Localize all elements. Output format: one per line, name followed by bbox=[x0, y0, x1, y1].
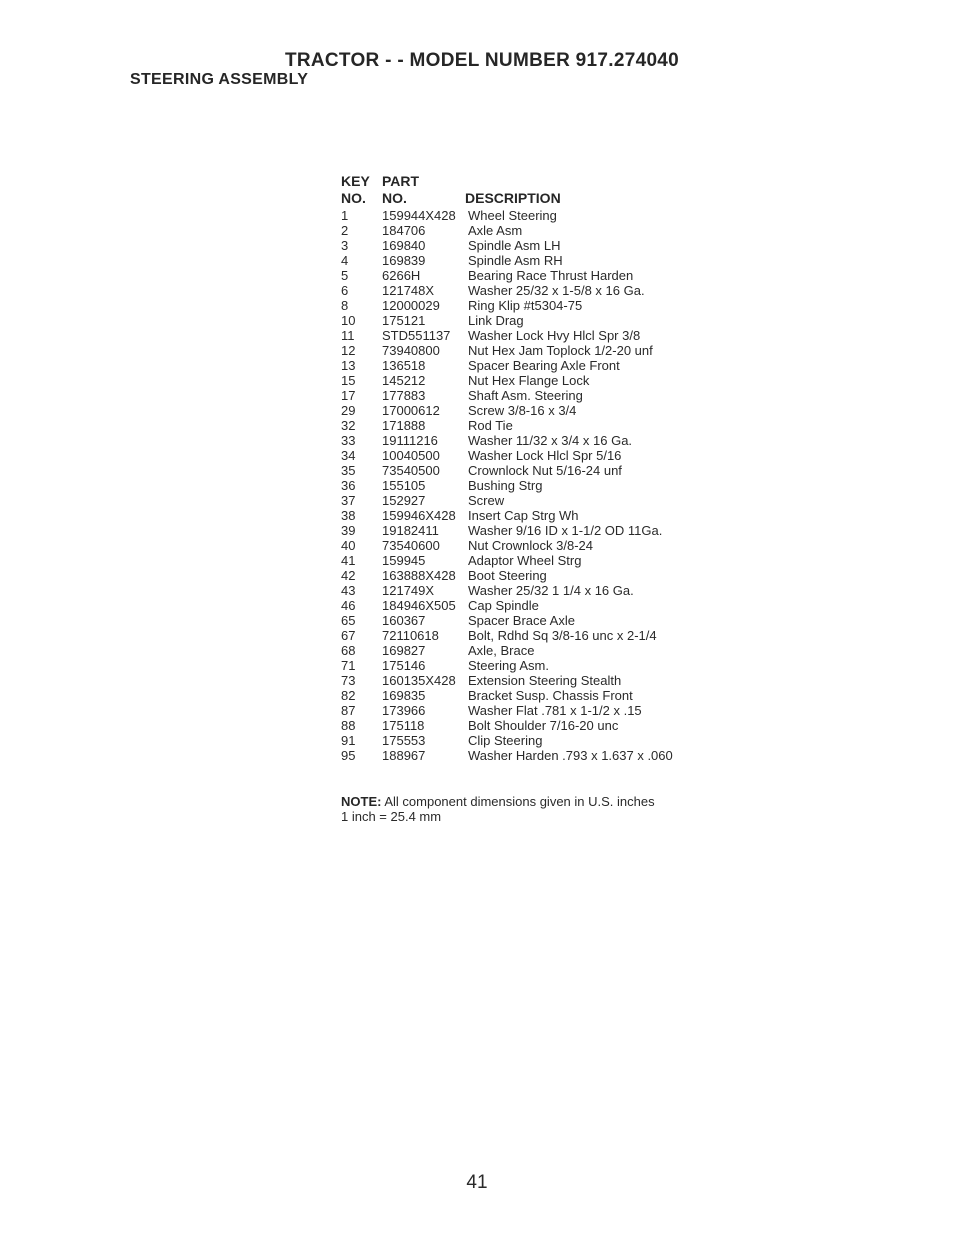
part-no-cell: 10040500 bbox=[382, 448, 440, 463]
key-no-cell: 6 bbox=[341, 283, 349, 298]
dimension-note bbox=[341, 794, 655, 824]
part-no-cell: 73540600 bbox=[382, 538, 440, 553]
key-no-cell: 42 bbox=[341, 568, 356, 583]
description-cell: Spindle Asm LH bbox=[468, 238, 561, 253]
note-line bbox=[341, 794, 655, 809]
header-key-line2: NO. bbox=[341, 190, 366, 206]
note-conversion: 1 inch = 25.4 mm bbox=[341, 809, 442, 824]
key-no-cell: 29 bbox=[341, 403, 356, 418]
part-no-cell: 171888 bbox=[382, 418, 426, 433]
description-cell: Adaptor Wheel Strg bbox=[468, 553, 582, 568]
part-no-cell: 184946X505 bbox=[382, 598, 456, 613]
part-no-cell: 121749X bbox=[382, 583, 435, 598]
key-no-cell: 33 bbox=[341, 433, 356, 448]
description-cell: Cap Spindle bbox=[468, 598, 539, 613]
description-cell: Nut Hex Flange Lock bbox=[468, 373, 590, 388]
key-no-cell: 13 bbox=[341, 358, 356, 373]
description-cell: Washer Lock Hvy Hlcl Spr 3/8 bbox=[468, 328, 641, 343]
description-cell: Ring Klip #t5304-75 bbox=[468, 298, 583, 313]
part-no-cell: 184706 bbox=[382, 223, 426, 238]
description-cell: Link Drag bbox=[468, 313, 524, 328]
description-cell: Insert Cap Strg Wh bbox=[468, 508, 579, 523]
key-no-cell: 41 bbox=[341, 553, 356, 568]
part-no-cell: 19111216 bbox=[382, 433, 438, 448]
key-no-cell: 17 bbox=[341, 388, 356, 403]
description-cell: Steering Asm. bbox=[468, 658, 549, 673]
part-no-cell: 175553 bbox=[382, 733, 426, 748]
key-no-cell: 91 bbox=[341, 733, 356, 748]
description-cell: Wheel Steering bbox=[468, 208, 557, 223]
part-no-cell: 159946X428 bbox=[382, 508, 456, 523]
part-no-cell: 73940800 bbox=[382, 343, 440, 358]
description-cell: Axle, Brace bbox=[468, 643, 535, 658]
part-no-cell: 12000029 bbox=[382, 298, 440, 313]
key-no-cell: 15 bbox=[341, 373, 356, 388]
key-no-cell: 12 bbox=[341, 343, 356, 358]
part-no-cell: 175146 bbox=[382, 658, 426, 673]
part-no-cell: 169840 bbox=[382, 238, 426, 253]
part-no-cell: 163888X428 bbox=[382, 568, 456, 583]
part-no-cell: 160367 bbox=[382, 613, 426, 628]
description-cell: Washer 9/16 ID x 1-1/2 OD 11Ga. bbox=[468, 523, 663, 538]
part-no-cell: 177883 bbox=[382, 388, 426, 403]
description-cell: Screw bbox=[468, 493, 505, 508]
part-no-cell: 121748X bbox=[382, 283, 435, 298]
key-no-cell: 8 bbox=[341, 298, 349, 313]
part-no-cell: 6266H bbox=[382, 268, 421, 283]
description-cell: Washer 25/32 x 1-5/8 x 16 Ga. bbox=[468, 283, 645, 298]
header-description: DESCRIPTION bbox=[465, 190, 561, 206]
part-no-cell: 19182411 bbox=[382, 523, 439, 538]
description-cell: Axle Asm bbox=[468, 223, 523, 238]
part-no-cell: 169835 bbox=[382, 688, 426, 703]
key-no-cell: 36 bbox=[341, 478, 356, 493]
description-cell: Spindle Asm RH bbox=[468, 253, 563, 268]
key-no-cell: 46 bbox=[341, 598, 356, 613]
part-no-cell: 152927 bbox=[382, 493, 426, 508]
description-cell: Clip Steering bbox=[468, 733, 543, 748]
description-cell: Washer 11/32 x 3/4 x 16 Ga. bbox=[468, 433, 633, 448]
description-cell: Bolt Shoulder 7/16-20 unc bbox=[468, 718, 619, 733]
part-no-cell: 73540500 bbox=[382, 463, 440, 478]
key-no-cell: 5 bbox=[341, 268, 349, 283]
key-no-cell: 38 bbox=[341, 508, 356, 523]
description-cell: Extension Steering Stealth bbox=[468, 673, 622, 688]
part-no-cell: 136518 bbox=[382, 358, 426, 373]
key-no-cell: 35 bbox=[341, 463, 356, 478]
part-no-cell: 159944X428 bbox=[382, 208, 456, 223]
key-no-cell: 4 bbox=[341, 253, 349, 268]
description-cell: Washer Harden .793 x 1.637 x .060 bbox=[468, 748, 673, 763]
part-no-cell: 175118 bbox=[382, 718, 425, 733]
part-no-cell: 145212 bbox=[382, 373, 426, 388]
part-no-cell: 169839 bbox=[382, 253, 426, 268]
key-no-cell: 71 bbox=[341, 658, 356, 673]
part-no-cell: 173966 bbox=[382, 703, 426, 718]
key-no-cell: 2 bbox=[341, 223, 349, 238]
description-cell: Bushing Strg bbox=[468, 478, 543, 493]
key-no-cell: 37 bbox=[341, 493, 356, 508]
section-title: STEERING ASSEMBLY bbox=[130, 71, 309, 88]
key-no-cell: 73 bbox=[341, 673, 356, 688]
key-no-cell: 1 bbox=[341, 208, 349, 223]
key-no-cell: 87 bbox=[341, 703, 356, 718]
description-cell: Washer Flat .781 x 1-1/2 x .15 bbox=[468, 703, 642, 718]
part-no-cell: 175121 bbox=[382, 313, 426, 328]
description-cell: Bracket Susp. Chassis Front bbox=[468, 688, 633, 703]
description-cell: Spacer Bearing Axle Front bbox=[468, 358, 620, 373]
note-label: NOTE: bbox=[341, 794, 382, 809]
key-no-cell: 65 bbox=[341, 613, 356, 628]
description-cell: Shaft Asm. Steering bbox=[468, 388, 583, 403]
header-key-line1: KEY bbox=[341, 173, 370, 189]
part-no-cell: 188967 bbox=[382, 748, 426, 763]
part-no-cell: 72110618 bbox=[382, 628, 439, 643]
header-part-line1: PART bbox=[382, 173, 420, 189]
key-no-cell: 67 bbox=[341, 628, 356, 643]
key-no-cell: 43 bbox=[341, 583, 356, 598]
description-cell: Screw 3/8-16 x 3/4 bbox=[468, 403, 577, 418]
header-part-line2: NO. bbox=[382, 190, 407, 206]
description-cell: Spacer Brace Axle bbox=[468, 613, 575, 628]
key-no-cell: 11 bbox=[341, 328, 355, 343]
description-cell: Rod Tie bbox=[468, 418, 513, 433]
key-no-cell: 10 bbox=[341, 313, 356, 328]
key-no-cell: 34 bbox=[341, 448, 356, 463]
key-no-cell: 40 bbox=[341, 538, 356, 553]
key-no-cell: 88 bbox=[341, 718, 356, 733]
part-no-cell: STD551137 bbox=[382, 328, 451, 343]
description-cell: Crownlock Nut 5/16-24 unf bbox=[468, 463, 622, 478]
page-title: TRACTOR - - MODEL NUMBER 917.274040 bbox=[284, 50, 680, 71]
part-no-cell: 159945 bbox=[382, 553, 426, 568]
description-cell: Washer 25/32 1 1/4 x 16 Ga. bbox=[468, 583, 634, 598]
key-no-cell: 39 bbox=[341, 523, 356, 538]
key-no-cell: 32 bbox=[341, 418, 356, 433]
key-no-cell: 82 bbox=[341, 688, 356, 703]
part-no-cell: 169827 bbox=[382, 643, 426, 658]
key-no-cell: 3 bbox=[341, 238, 349, 253]
part-no-cell: 160135X428 bbox=[382, 673, 456, 688]
part-no-cell: 155105 bbox=[382, 478, 426, 493]
note-text: All component dimensions given in U.S. inches bbox=[381, 794, 655, 809]
description-cell: Boot Steering bbox=[468, 568, 547, 583]
key-no-cell: 68 bbox=[341, 643, 356, 658]
description-cell: Nut Hex Jam Toplock 1/2-20 unf bbox=[468, 343, 653, 358]
description-cell: Washer Lock Hlcl Spr 5/16 bbox=[468, 448, 622, 463]
part-no-cell: 17000612 bbox=[382, 403, 440, 418]
page-number: 41 bbox=[466, 1172, 488, 1193]
description-cell: Bolt, Rdhd Sq 3/8-16 unc x 2-1/4 bbox=[468, 628, 657, 643]
key-no-cell: 95 bbox=[341, 748, 356, 763]
description-cell: Bearing Race Thrust Harden bbox=[468, 268, 634, 283]
description-cell: Nut Crownlock 3/8-24 bbox=[468, 538, 593, 553]
